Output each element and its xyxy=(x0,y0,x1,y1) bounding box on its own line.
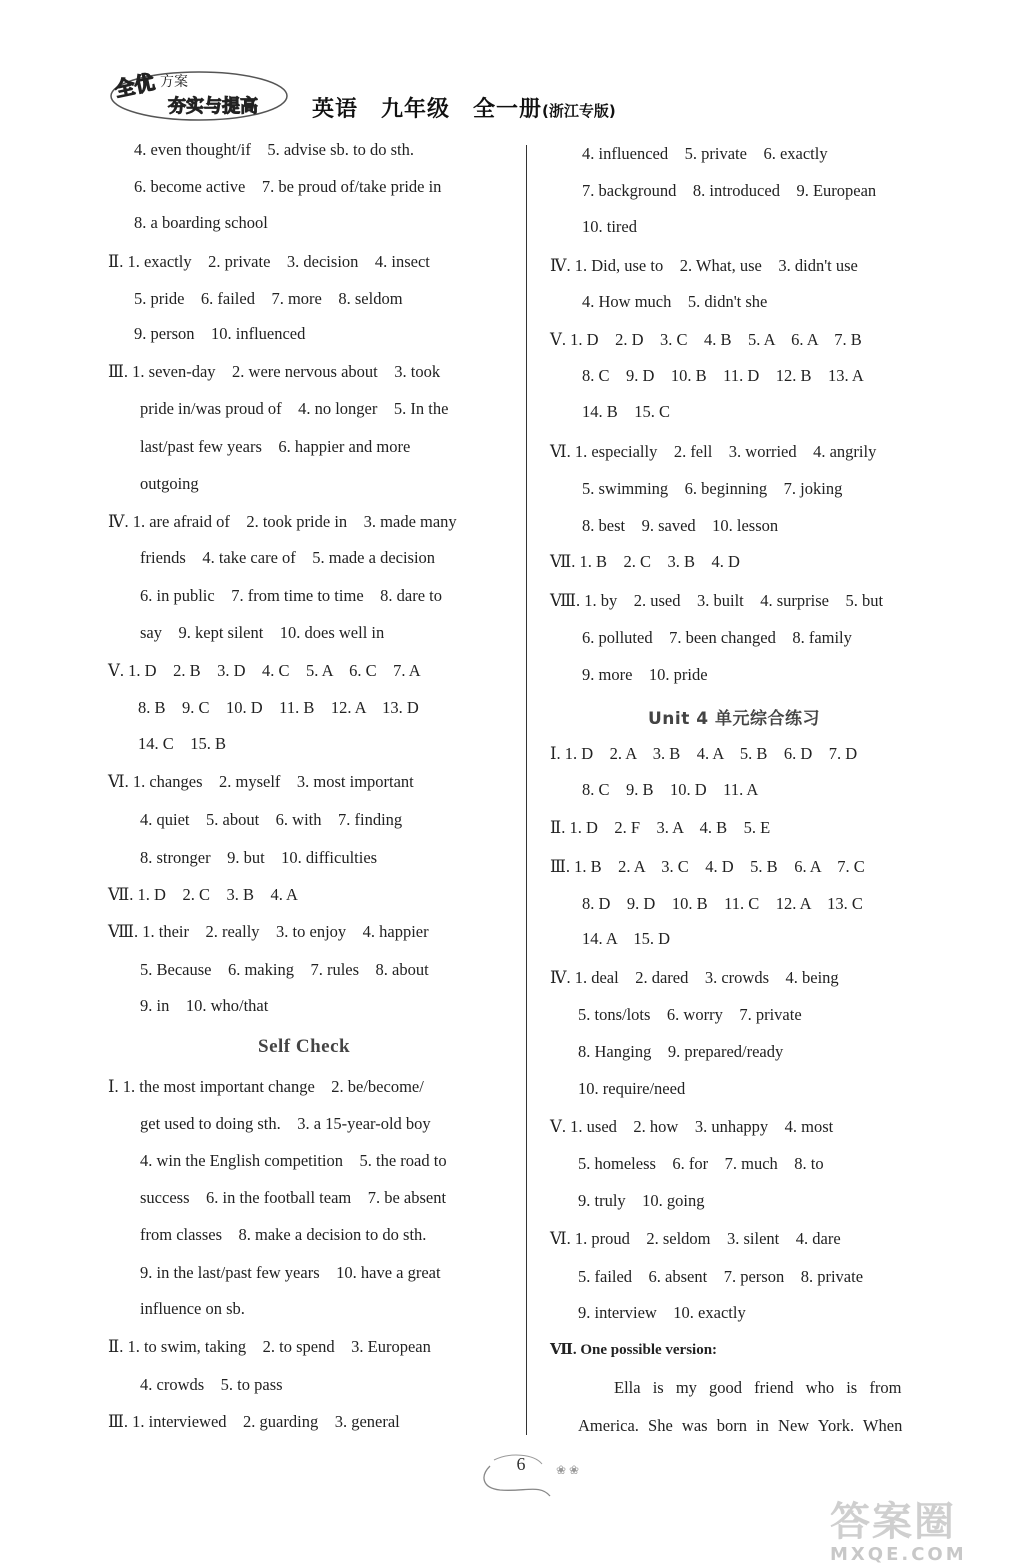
answer-line: 8. best 9. saved 10. lesson xyxy=(582,516,779,535)
answer-line: 5. swimming 6. beginning 7. joking xyxy=(582,479,843,498)
answer-line: Ⅱ. 1. to swim, taking 2. to spend 3. European xyxy=(108,1337,431,1356)
answer-line: Ⅱ. 1. exactly 2. private 3. decision 4. insect xyxy=(108,252,430,271)
answer-line: friends 4. take care of 5. made a decision xyxy=(140,548,436,567)
answer-line: 8. C 9. D 10. B 11. D 12. B 13. A xyxy=(582,366,864,385)
answer-line: Ⅶ. 1. D 2. C 3. B 4. A xyxy=(108,885,298,904)
answer-line: Ⅵ. 1. changes 2. myself 3. most important xyxy=(108,772,414,791)
answer-line: 8. a boarding school xyxy=(134,213,268,232)
svg-text:夯实与提高: 夯实与提高 xyxy=(168,96,258,117)
answer-line: 6. in public 7. from time to time 8. dare to xyxy=(140,586,442,605)
answer-line: 10. tired xyxy=(582,217,637,236)
answer-line: say 9. kept silent 10. does well in xyxy=(140,623,385,642)
answer-line: 14. B 15. C xyxy=(582,402,671,421)
answer-line: 4. How much 5. didn't she xyxy=(582,292,768,311)
answer-line: Ⅱ. 1. D 2. F 3. A 4. B 5. E xyxy=(550,818,771,837)
answer-line: 7. background 8. introduced 9. European xyxy=(582,181,877,200)
answer-line: 4. even thought/if 5. advise sb. to do sth. xyxy=(134,140,415,159)
section-title-self-check: Self Check xyxy=(258,1036,351,1057)
book-title-text: 英语 九年级 全一册 xyxy=(312,97,543,122)
watermark xyxy=(830,1500,1020,1564)
answer-line: get used to doing sth. 3. a 15-year-old boy xyxy=(140,1114,431,1133)
svg-text:全优: 全优 xyxy=(112,69,157,102)
answer-line: 4. win the English competition 5. the road to xyxy=(140,1151,447,1170)
answer-line: 9. in 10. who/that xyxy=(140,996,269,1015)
answer-line: 4. influenced 5. private 6. exactly xyxy=(582,144,828,163)
page-number: 6 xyxy=(516,1454,526,1474)
answer-line: 6. polluted 7. been changed 8. family xyxy=(582,628,852,647)
answer-line: 14. A 15. D xyxy=(582,929,671,948)
answer-line: 9. interview 10. exactly xyxy=(578,1303,746,1322)
svg-text:❀ ❀: ❀ ❀ xyxy=(556,1463,580,1477)
answer-line: 8. D 9. D 10. B 11. C 12. A 13. C xyxy=(582,894,863,913)
column-divider xyxy=(526,145,527,1435)
book-title xyxy=(312,92,616,123)
answer-line: 8. stronger 9. but 10. difficulties xyxy=(140,848,378,867)
answer-line: Ⅳ. 1. Did, use to 2. What, use 3. didn't use xyxy=(550,256,858,275)
answer-line: Ⅰ. 1. D 2. A 3. B 4. A 5. B 6. D 7. D xyxy=(550,744,858,763)
answer-line: influence on sb. xyxy=(140,1299,245,1318)
svg-text:方案: 方案 xyxy=(160,74,188,90)
page-footer xyxy=(0,1440,1020,1566)
answer-line: 8. B 9. C 10. D 11. B 12. A 13. D xyxy=(138,698,419,717)
answer-line: pride in/was proud of 4. no longer 5. In the xyxy=(140,399,449,418)
answer-line: Ⅶ. 1. B 2. C 3. B 4. D xyxy=(550,552,740,571)
answer-line: Ⅲ. 1. seven-day 2. were nervous about 3. took xyxy=(108,362,441,381)
answer-line: 8. Hanging 9. prepared/ready xyxy=(578,1042,784,1061)
answer-line: Ⅵ. 1. proud 2. seldom 3. silent 4. dare xyxy=(550,1229,841,1248)
answer-line: 8. C 9. B 10. D 11. A xyxy=(582,780,759,799)
watermark-url: MXQE.COM xyxy=(830,1544,967,1565)
answer-line: Ⅳ. 1. deal 2. dared 3. crowds 4. being xyxy=(550,968,839,987)
section-title-unit-4: Unit 4 单元综合练习 xyxy=(648,709,821,729)
answer-line: 5. homeless 6. for 7. much 8. to xyxy=(578,1154,824,1173)
answer-line: Ⅰ. 1. the most important change 2. be/become/ xyxy=(108,1077,424,1096)
answer-line: Ⅴ. 1. D 2. B 3. D 4. C 5. A 6. C 7. A xyxy=(108,661,421,680)
essay-line: Ella is my good friend who is from xyxy=(614,1378,902,1397)
answer-line: outgoing xyxy=(140,474,199,493)
answer-line: Ⅲ. 1. interviewed 2. guarding 3. general xyxy=(108,1412,400,1431)
answer-line: Ⅳ. 1. are afraid of 2. took pride in 3. made many xyxy=(108,512,457,531)
book-edition: (浙江专版) xyxy=(542,102,616,120)
answer-line: 9. more 10. pride xyxy=(582,665,708,684)
page-header xyxy=(0,50,1020,130)
answer-line: 9. truly 10. going xyxy=(578,1191,705,1210)
answer-line: 14. C 15. B xyxy=(138,734,227,753)
series-logo-graphic xyxy=(108,62,290,124)
answer-line: 9. in the last/past few years 10. have a great xyxy=(140,1263,441,1282)
answer-line: Ⅵ. 1. especially 2. fell 3. worried 4. angrily xyxy=(550,442,877,461)
answer-line: 9. person 10. influenced xyxy=(134,324,306,343)
answer-line: 5. pride 6. failed 7. more 8. seldom xyxy=(134,289,403,308)
answer-line: 10. require/need xyxy=(578,1079,686,1098)
answer-line: last/past few years 6. happier and more xyxy=(140,437,411,456)
series-logo xyxy=(108,62,290,124)
answer-line: 5. tons/lots 6. worry 7. private xyxy=(578,1005,802,1024)
answer-line: 4. quiet 5. about 6. with 7. finding xyxy=(140,810,403,829)
answer-line: 5. Because 6. making 7. rules 8. about xyxy=(140,960,429,979)
answer-line: Ⅴ. 1. D 2. D 3. C 4. B 5. A 6. A 7. B xyxy=(550,330,862,349)
answer-line: Ⅲ. 1. B 2. A 3. C 4. D 5. B 6. A 7. C xyxy=(550,857,865,876)
watermark-logo-text: 答案圈 xyxy=(830,1499,956,1545)
answer-line: Ⅷ. 1. by 2. used 3. built 4. surprise 5. but xyxy=(550,591,884,610)
answer-line: Ⅷ. 1. their 2. really 3. to enjoy 4. happier xyxy=(108,922,429,941)
answer-line-heading: Ⅶ. One possible version: xyxy=(550,1342,718,1358)
essay-line: America. She was born in New York. When xyxy=(578,1416,903,1435)
answer-line: Ⅴ. 1. used 2. how 3. unhappy 4. most xyxy=(550,1117,834,1136)
answer-line: from classes 8. make a decision to do sth. xyxy=(140,1225,427,1244)
answer-line: 4. crowds 5. to pass xyxy=(140,1375,283,1394)
answer-line: success 6. in the football team 7. be absent xyxy=(140,1188,447,1207)
answer-line: 5. failed 6. absent 7. person 8. private xyxy=(578,1267,864,1286)
answer-line: 6. become active 7. be proud of/take pride in xyxy=(134,177,442,196)
